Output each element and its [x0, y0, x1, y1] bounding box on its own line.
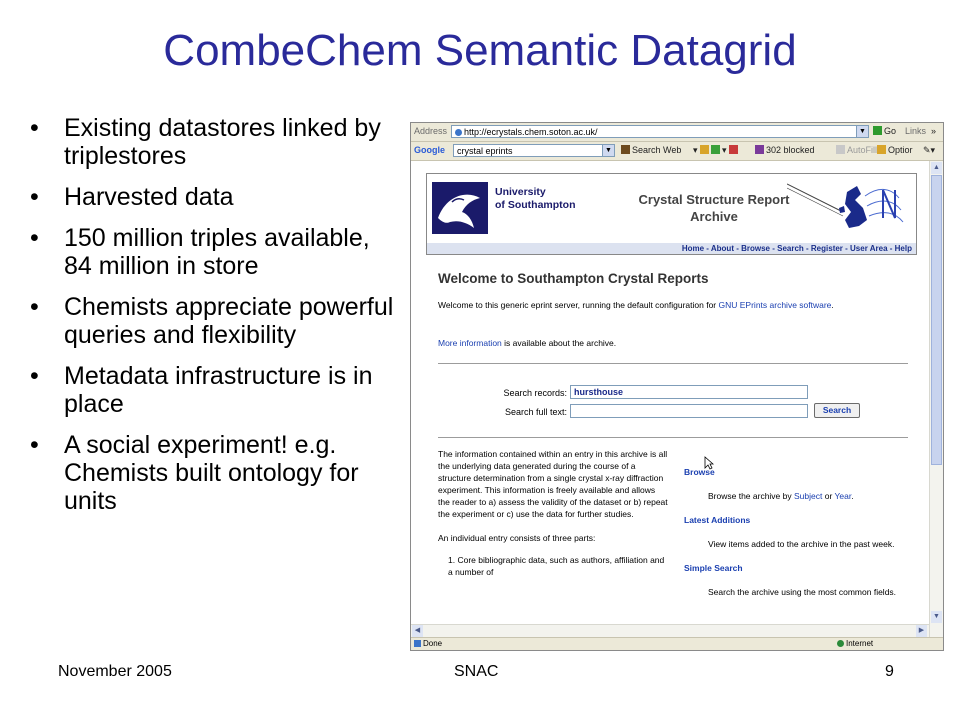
nav-link-user-area[interactable]: User Area — [850, 244, 888, 253]
blocked-label: 302 blocked — [766, 145, 815, 155]
google-query-text: crystal eprints — [457, 146, 513, 156]
scroll-left-icon[interactable]: ◀ — [412, 625, 423, 637]
go-button[interactable] — [873, 126, 896, 136]
bullet-item: • Harvested data — [30, 183, 400, 211]
options-label: Optior — [888, 145, 913, 155]
latest-additions-heading[interactable]: Latest Additions — [684, 515, 751, 525]
university-dolphin-logo-icon — [432, 182, 488, 234]
logo-line-1: University — [495, 186, 546, 198]
university-name — [495, 186, 575, 212]
uk-map-ncs-logo-icon — [787, 178, 907, 236]
more-info-link[interactable]: More information — [438, 338, 502, 348]
autofill-icon — [836, 145, 845, 154]
browse-year-link[interactable]: Year — [834, 491, 852, 501]
search-web-label: Search Web — [632, 145, 682, 155]
browse-subject-link[interactable]: Subject — [794, 491, 823, 501]
nav-link-register[interactable]: Register — [810, 244, 843, 253]
mouse-cursor-icon — [704, 456, 714, 470]
status-zone — [837, 639, 873, 648]
bullet-item: • A social experiment! e.g. Chemists built ontology for units — [30, 431, 400, 515]
bullet-list — [30, 114, 400, 528]
chevron-down-icon[interactable]: ▼ — [856, 126, 868, 137]
google-search-input[interactable] — [453, 144, 615, 157]
logo-line-2: of Southampton — [495, 199, 576, 211]
search-button[interactable]: Search — [814, 403, 860, 418]
chevron-right-icon[interactable]: » — [931, 126, 937, 136]
page-viewport — [411, 161, 929, 637]
intro-paragraph: Welcome to this generic eprint server, running the default configuration for GNU EPrints archive software. — [438, 300, 834, 310]
search-records-input[interactable]: hursthouse — [570, 385, 808, 399]
ie-page-icon — [455, 129, 462, 136]
nav-link-browse[interactable]: Browse — [741, 244, 770, 253]
footer-center: SNAC — [454, 663, 499, 680]
quick-links — [684, 466, 909, 610]
site-banner — [426, 173, 917, 245]
options-icon — [877, 145, 886, 154]
google-logo[interactable]: Google — [414, 145, 445, 155]
binoculars-icon — [621, 145, 630, 154]
latest-additions-description: View items added to the archive in the past week. — [708, 539, 895, 549]
status-text: Done — [423, 639, 443, 648]
footer-page-number: 9 — [885, 663, 894, 680]
nav-link-home[interactable]: Home — [681, 244, 705, 253]
search-fulltext-label: Search full text: — [504, 407, 567, 417]
more-info-paragraph — [438, 337, 616, 349]
nav-links: Home - About - Browse - Search - Register - User Area - Help — [681, 244, 912, 253]
browse-heading[interactable]: Browse — [684, 467, 715, 477]
browse-or-text: or — [824, 491, 833, 501]
url-field[interactable] — [451, 125, 869, 138]
archive-description — [438, 448, 668, 578]
eprints-link[interactable]: GNU EPrints archive software — [718, 300, 832, 310]
go-arrow-icon — [873, 126, 882, 135]
news-icon — [700, 145, 709, 154]
go-label: Go — [884, 126, 897, 136]
links-button[interactable]: Links — [905, 126, 927, 136]
ie-page-icon — [414, 640, 421, 647]
divider — [438, 437, 908, 438]
bullet-item: • 150 million triples available, 84 million in store — [30, 224, 400, 280]
bullet-item: • Metadata infrastructure is in place — [30, 362, 400, 418]
toolbar-icons[interactable]: ▾ ▾ — [693, 145, 740, 156]
nav-link-search[interactable]: Search — [777, 244, 804, 253]
pagerank-icon — [711, 145, 720, 154]
intro-text: Welcome to this generic eprint server, running the default configuration for — [438, 300, 717, 310]
scroll-right-icon[interactable]: ▶ — [916, 625, 927, 637]
more-info-text: is available about the archive. — [504, 338, 617, 348]
simple-search-heading[interactable]: Simple Search — [684, 563, 743, 573]
popup-blocker-button[interactable] — [755, 145, 815, 155]
zone-text: Internet — [846, 639, 874, 648]
autofill-label: AutoFill — [847, 145, 878, 155]
popup-blocked-icon — [755, 145, 764, 154]
archive-title-line-1: Crystal Structure Report — [638, 192, 790, 207]
settings-icon[interactable]: ✎▾ — [923, 145, 936, 155]
site-nav — [426, 243, 917, 255]
scroll-down-icon[interactable]: ▼ — [931, 611, 942, 623]
browse-text: Browse the archive by — [708, 491, 792, 501]
bullet-item: • Chemists appreciate powerful queries and flexibility — [30, 293, 400, 349]
autofill-button[interactable] — [836, 145, 877, 155]
entry-parts-intro: An individual entry consists of three parts: — [438, 533, 596, 543]
entry-part-item: 1. Core bibliographic data, such as authors, affiliation and a number of — [448, 555, 665, 577]
highlight-icon — [729, 145, 738, 154]
bullet-item: • Existing datastores linked by triplestores — [30, 114, 400, 170]
scroll-up-icon[interactable]: ▲ — [931, 162, 942, 174]
browse-description: Browse the archive by Subject or Year. — [708, 491, 854, 501]
status-done — [414, 639, 442, 648]
address-label: Address — [414, 126, 448, 136]
description-paragraph: The information contained within an entry in this archive is all the underlying data generated during the course of a structure determination from a single crystal x-ray diffraction experiment. This information is freely available and allows the reader to a) assess the validity of the dataset or b) repeat the experiment or c) use the data for further studies. — [438, 449, 668, 519]
chevron-down-icon[interactable]: ▼ — [602, 145, 614, 156]
search-web-button[interactable] — [621, 145, 681, 155]
address-bar — [411, 123, 943, 142]
simple-search-description: Search the archive using the most common fields. — [708, 587, 897, 597]
google-toolbar — [411, 142, 943, 161]
horizontal-scrollbar[interactable] — [411, 624, 929, 637]
vertical-scrollbar[interactable] — [929, 161, 943, 637]
divider — [438, 363, 908, 364]
status-bar — [411, 637, 943, 651]
options-button[interactable] — [877, 145, 913, 155]
browser-window — [410, 122, 944, 651]
nav-link-help[interactable]: Help — [894, 244, 912, 253]
search-fulltext-input[interactable] — [570, 404, 808, 418]
globe-icon — [837, 640, 844, 647]
url-text: http://ecrystals.chem.soton.ac.uk/ — [464, 127, 598, 137]
slide-title: CombeChem Semantic Datagrid — [163, 26, 797, 75]
search-records-label: Search records: — [503, 388, 567, 398]
nav-link-about[interactable]: About — [710, 244, 734, 253]
scrollbar-thumb[interactable] — [931, 175, 942, 465]
welcome-heading: Welcome to Southampton Crystal Reports — [438, 271, 709, 286]
footer-date: November 2005 — [58, 663, 172, 680]
archive-title-line-2: Archive — [690, 209, 738, 224]
